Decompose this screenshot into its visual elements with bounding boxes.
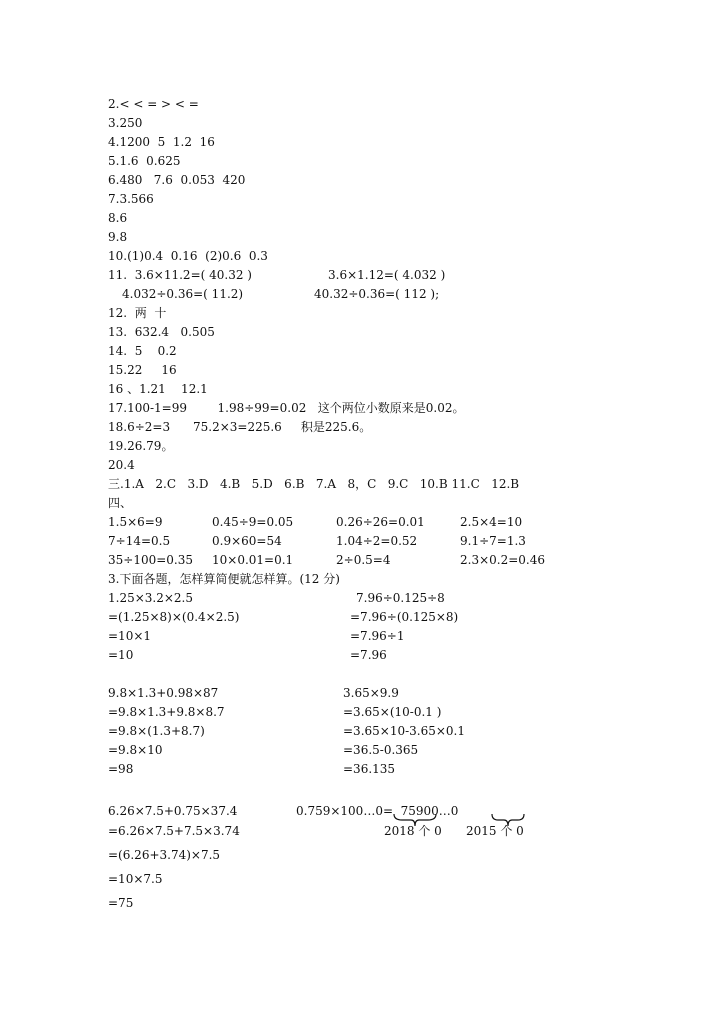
- answer-q7: 7.3.566: [108, 192, 154, 206]
- calc-a-line3: =10×1: [108, 629, 152, 643]
- section-three-answers: 三.1.A 2.C 3.D 4.B 5.D 6.B 7.A 8，C 9.C 10.B 11.C 12.B: [108, 477, 520, 491]
- calc-e-line1: 6.26×7.5+0.75×37.4: [108, 804, 238, 818]
- answer-q11-c: 4.032÷0.36=( 11.2): [122, 287, 244, 301]
- calc-f-subscript-2015: 2015 个 0: [466, 824, 524, 838]
- answer-q19: 19.26.79。: [108, 439, 174, 453]
- calc-a-line2: =(1.25×8)×(0.4×2.5): [108, 610, 240, 624]
- calc-c-line2: =9.8×1.3+9.8×8.7: [108, 705, 225, 719]
- oral-r2-c3: 1.04÷2=0.52: [336, 534, 418, 548]
- answer-q20: 20.4: [108, 458, 135, 472]
- section-four-heading: 四、: [108, 496, 133, 510]
- calc-e-line2: =6.26×7.5+7.5×3.74: [108, 824, 240, 838]
- answer-q17: 17.100-1=99 1.98÷99=0.02 这个两位小数原来是0.02。: [108, 401, 465, 415]
- answer-q5: 5.1.6 0.625: [108, 154, 181, 168]
- calc-c-line4: =9.8×10: [108, 743, 163, 757]
- calc-c-line3: =9.8×(1.3+8.7): [108, 724, 205, 738]
- oral-r1-c4: 2.5×4=10: [460, 515, 523, 529]
- oral-r3-c1: 35÷100=0.35: [108, 553, 194, 567]
- calc-b-line4: =7.96: [350, 648, 387, 662]
- oral-r3-c2: 10×0.01=0.1: [212, 553, 294, 567]
- calc-b-line3: =7.96÷1: [350, 629, 405, 643]
- oral-r1-c2: 0.45÷9=0.05: [212, 515, 294, 529]
- answer-q2: 2.< < = > < =: [108, 97, 199, 111]
- oral-r2-c4: 9.1÷7=1.3: [460, 534, 526, 548]
- oral-r2-c2: 0.9×60=54: [212, 534, 282, 548]
- answer-q4: 4.1200 5 1.2 16: [108, 135, 215, 149]
- calc-b-line1: 7.96÷0.125÷8: [356, 591, 445, 605]
- answer-q18: 18.6÷2=3 75.2×3=225.6 积是225.6。: [108, 420, 372, 434]
- oral-r3-c4: 2.3×0.2=0.46: [460, 553, 545, 567]
- calc-d-line5: =36.135: [343, 762, 396, 776]
- calc-f-subscript-2018: 2018 个 0: [384, 824, 442, 838]
- calc-e-line5: =75: [108, 896, 134, 910]
- simplify-title: 3.下面各题，怎样算简便就怎样算。(12 分): [108, 572, 340, 586]
- answer-q9: 9.8: [108, 230, 128, 244]
- answer-q11-d: 40.32÷0.36=( 112 );: [314, 287, 440, 301]
- calc-f-expression: 0.759×100…0= 75900…0: [296, 804, 459, 818]
- oral-r1-c1: 1.5×6=9: [108, 515, 163, 529]
- answer-q12: 12. 两 十: [108, 306, 167, 320]
- oral-r1-c3: 0.26÷26=0.01: [336, 515, 425, 529]
- oral-r2-c1: 7÷14=0.5: [108, 534, 171, 548]
- calc-d-line4: =36.5-0.365: [343, 743, 419, 757]
- answer-q15: 15.22 16: [108, 363, 177, 377]
- answer-q16: 16 、1.21 12.1: [108, 382, 208, 396]
- answer-q14: 14. 5 0.2: [108, 344, 177, 358]
- calc-d-line1: 3.65×9.9: [343, 686, 399, 700]
- calc-c-line5: =98: [108, 762, 134, 776]
- calc-e-line3: =(6.26+3.74)×7.5: [108, 848, 221, 862]
- calc-b-line2: =7.96÷(0.125×8): [350, 610, 459, 624]
- answer-q3: 3.250: [108, 116, 143, 130]
- calc-d-line2: =3.65×(10-0.1 ): [343, 705, 442, 719]
- calc-e-line4: =10×7.5: [108, 872, 163, 886]
- answer-q13: 13. 632.4 0.505: [108, 325, 215, 339]
- answer-q11-a: 11. 3.6×11.2=( 40.32 ): [108, 268, 252, 282]
- calc-a-line1: 1.25×3.2×2.5: [108, 591, 193, 605]
- calc-c-line1: 9.8×1.3+0.98×87: [108, 686, 219, 700]
- answer-q6: 6.480 7.6 0.053 420: [108, 173, 246, 187]
- calc-d-line3: =3.65×10-3.65×0.1: [343, 724, 466, 738]
- calc-a-line4: =10: [108, 648, 134, 662]
- answer-q8: 8.6: [108, 211, 128, 225]
- answer-q11-b: 3.6×1.12=( 4.032 ): [328, 268, 446, 282]
- answer-q10: 10.(1)0.4 0.16 (2)0.6 0.3: [108, 249, 268, 263]
- oral-r3-c3: 2÷0.5=4: [336, 553, 391, 567]
